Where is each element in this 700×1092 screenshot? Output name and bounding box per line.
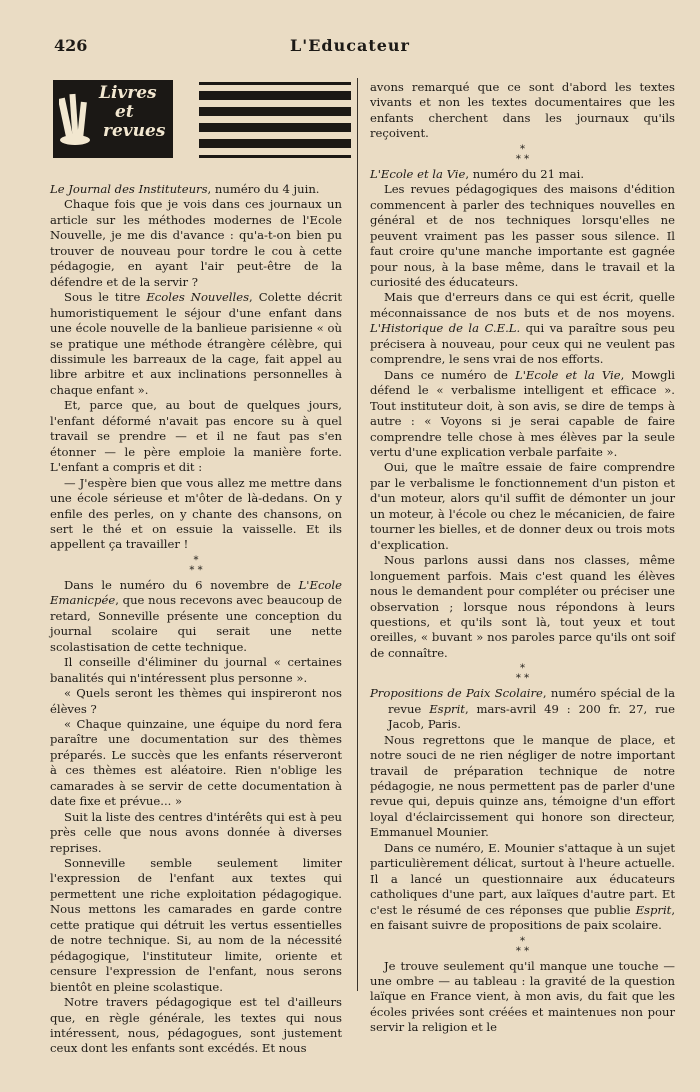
publication-title: Propositions de Paix Scolaire <box>370 686 543 701</box>
paragraph: « Chaque quinzaine, une équipe du nord fera paraître une documentation sur des thèmes préparés. Le succès que les enfants réserveront à ces thèmes est aléatoire. Rien n'oblige les camarades à se servir de cette documentation à date fixe et prévue... » <box>50 716 342 809</box>
paragraph: Sonneville semble seulement limiter l'expression de l'enfant aux textes qui permettent une riche exploitation pédagogique. Nous mettons les camarades en garde contre cette pratique qui détruit les vertus essentielles de notre technique. Si, au nom de la nécessité pédagogique, l'instituteur limite, oriente et censure l'expression de l'enfant, nous serons bientôt en pleine scolastique. <box>50 856 342 994</box>
paragraph <box>370 368 675 461</box>
asterisk: * * <box>515 945 530 957</box>
paragraph: Oui, que le maître essaie de faire comprendre par le verbalisme le fonctionnement d'un piston et d'un moteur, alors qu'il suffit de démonter un jour un moteur, à l'école ou chez le mécanicien, de faire tourner les bielles, et de donner deux ou trois mots d'explication. <box>370 460 675 552</box>
text-span: Sous le titre <box>64 290 147 305</box>
paragraph: Je trouve seulement qu'il manque une touche — une ombre — au tableau : la gravité de la question laïque en France vient, à mon avis, du fait que les écoles privées sont créées et maintenues non pour servir la religion et le <box>370 958 675 1035</box>
review-heading-paix-scolaire <box>370 686 675 732</box>
paragraph <box>370 841 675 934</box>
paragraph: « Quels seront les thèmes qui inspireront nos élèves ? <box>50 686 342 716</box>
publication-title: L'Ecole Emanicpée <box>50 577 342 608</box>
text-span: Dans ce numéro de <box>384 367 515 382</box>
paragraph: Les revues pédagogiques des maisons d'édition commencent à parler des techniques nouvelles en général et de nos techniques lorsqu'elles ne peuvent vraiment pas les passer sous silence. Il faut croire qu'une manche importante est gagnée pour nous, à la base même, dans le travail et la curiosité des éducateurs. <box>370 182 675 289</box>
publication-title: L'Ecole et la Vie <box>370 166 466 181</box>
paragraph: Nous regrettons que le manque de place, et notre souci de ne rien négliger de notre important travail de préparation technique de notre pédagogie, ne nous permettent pas de parler d'une revue qui, depuis quinze ans, témoigne d'un effort loyal d'éclaircissement qui honore son directeur, Emmanuel Mounier. <box>370 732 675 840</box>
paragraph <box>50 578 342 655</box>
text-span: , Colette décrit humoristiquement le séjour d'une enfant dans une école nouvelle de la banlieue parisienne « où se pratique une méthode étrangère célèbre, qui dissimule les barreaux de la cage, fait appel au libre arbitre et aux inclinations personnelles à chaque enfant ». <box>50 290 342 397</box>
paragraph: Nous parlons aussi dans nos classes, même longuement parfois. Mais c'est quand les élèves nous le demandent pour compléter ou préciser une observation ; lorsque nous répondons à leurs questions, et qu'ils sont là, tout yeux et tout oreilles, « buvant » nos paroles parce qu'ils ont soif de connaître. <box>370 553 675 660</box>
section-separator <box>370 664 675 684</box>
decorative-stripes <box>199 82 351 160</box>
asterisk: * * <box>515 153 530 165</box>
asterisk: * <box>520 143 525 155</box>
asterisk: * * <box>515 673 530 685</box>
paragraph <box>50 290 342 398</box>
article-title: Ecoles Nouvelles <box>146 290 250 305</box>
review-heading-ecole-et-la-vie <box>370 167 675 182</box>
books-icon <box>59 88 95 148</box>
section-separator <box>50 556 342 576</box>
text-span: , en faisant suivre de propositions de paix scolaire. <box>370 902 675 933</box>
publication-title: L'Ecole et la Vie <box>515 367 621 382</box>
text-span: Mais que d'erreurs dans ce qui est écrit, quelle méconnaissance de nos buts et de nos moyens. <box>370 290 675 320</box>
review-heading-journal-instituteurs <box>50 182 342 197</box>
paragraph: Chaque fois que je vois dans ces journaux un article sur les méthodes modernes de l'Ecole Nouvelle, je me dis d'avance : qu'a-t-on bien pu trouver de nouveau pour tordre le cou à cette pédagogie, en ayant l'air peut-être de la défendre et de la servir ? <box>50 197 342 289</box>
issue-info: , numéro du 21 mai. <box>465 166 585 181</box>
publication-title: Esprit <box>429 701 465 716</box>
text-span: , Mowgli défend le « verbalisme intelligent et efficace ». Tout instituteur doit, à son avis, se dire de temps à autre : « Voyons si je serai capable de faire comprendre telle chose à mes élèves par la seule vertu d'une explication verbale parfaite ». <box>370 367 675 459</box>
text-span: , que nous recevons avec beaucoup de retard, Sonneville présente une conception du journal scolaire qui serait une nette scolastisation de cette technique. <box>50 593 342 654</box>
asterisk: * <box>520 935 525 947</box>
logo-word-livres: Livres <box>99 83 157 103</box>
text-span: , numéro spécial de la revue <box>388 686 675 716</box>
livres-et-revues-logo <box>53 80 173 158</box>
text-span: Dans ce numéro, E. Mounier s'attaque à un sujet particulièrement délicat, surtout à l'heure actuelle. Il a lancé un questionnaire aux éducateurs catholiques d'une part, aux laïques d'autre part. Et c'est le résumé de ces réponses que publie <box>370 840 675 917</box>
column-divider <box>357 78 358 991</box>
section-separator <box>370 937 675 957</box>
paragraph <box>370 290 675 367</box>
paragraph: Et, parce que, au bout de quelques jours, l'enfant déformé n'avait pas encore su à quel travail se prendre — et il ne faut pas s'en étonner — le père emploie la manière forte. L'enfant a compris et dit : <box>50 398 342 475</box>
issue-info: , numéro du 4 juin. <box>207 182 320 196</box>
right-column <box>370 80 675 1036</box>
paragraph: — J'espère bien que vous allez me mettre dans une école sérieuse et m'ôter de là-dedans. On y enfile des perles, on y chante des chansons, on sert le thé et on essuie la vaisselle. Et ils appellent ça travailler ! <box>50 475 342 552</box>
issue-info: , mars-avril 49 : 200 fr. 27, rue Jacob, Paris. <box>388 701 675 732</box>
publication-title: Le Journal des Instituteurs <box>50 182 208 196</box>
logo-word-et: et <box>115 102 134 122</box>
section-separator <box>370 145 675 165</box>
asterisk: * <box>193 554 199 566</box>
publication-title: Esprit <box>635 902 672 917</box>
publication-title: L'Historique de la C.E.L. <box>370 321 521 336</box>
text-span: Dans le numéro du 6 novembre de <box>64 577 299 592</box>
paragraph: Suit la liste des centres d'intérêts qui est à peu près celle que nous avons donnée à diverses reprises. <box>50 809 342 855</box>
left-column <box>50 182 342 1057</box>
paragraph: Il conseille d'éliminer du journal « certaines banalités qui n'intéressent plus personne ». <box>50 655 342 685</box>
paragraph: avons remarqué que ce sont d'abord les textes vivants et non les textes documentaires que les enfants cherchent dans les journaux qu'ils reçoivent. <box>370 80 675 141</box>
logo-word-revues: revues <box>103 121 166 141</box>
text-span: qui va paraître sous peu précisera à nouveau, pour ceux qui ne veulent pas comprendre, le sens vrai de nos efforts. <box>370 321 675 367</box>
asterisk: * <box>520 663 525 675</box>
asterisk: * * <box>189 564 203 576</box>
page-number: 426 <box>54 36 88 55</box>
journal-title: L'Educateur <box>290 36 410 55</box>
paragraph: Notre travers pédagogique est tel d'ailleurs que, en règle générale, les textes qui nous intéressent, nous, pédagogues, sont justement ceux dont les enfants sont excédés. Et nous <box>50 995 342 1056</box>
